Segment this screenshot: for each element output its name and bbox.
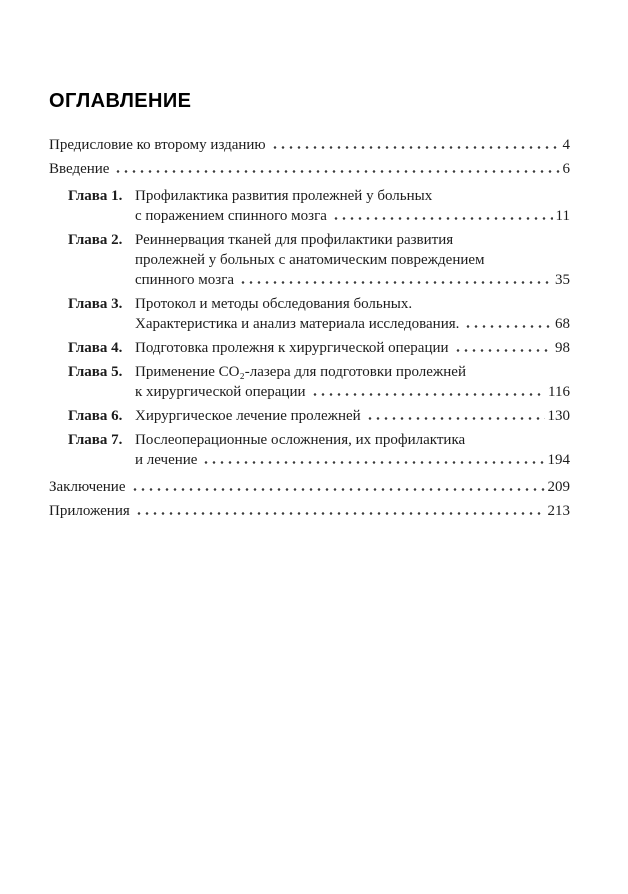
page-number: 213 xyxy=(547,503,570,519)
dot-leader xyxy=(131,488,545,491)
toc-line xyxy=(49,450,570,470)
toc-entry xyxy=(49,230,570,290)
entry-text: Реиннервация тканей для профилактики развития xyxy=(135,232,454,248)
dot-leader xyxy=(202,461,544,464)
dot-leader xyxy=(239,281,552,284)
page-number: 98 xyxy=(555,340,570,356)
entry-text: Заключение xyxy=(49,479,126,495)
entry-text: Приложения xyxy=(49,503,130,519)
page-number: 194 xyxy=(547,452,570,468)
entry-text: Предисловие ко второму изданию xyxy=(49,137,266,153)
chapter-label: Глава 1. xyxy=(68,188,123,204)
page-title: ОГЛАВЛЕНИЕ xyxy=(49,90,192,112)
page-number: 35 xyxy=(555,272,570,288)
page-number: 209 xyxy=(547,479,570,495)
page-number: 130 xyxy=(547,408,570,424)
entry-text: Послеоперационные осложнения, их профилактика xyxy=(135,432,466,448)
toc-line xyxy=(49,477,570,497)
chapter-label: Глава 2. xyxy=(68,232,123,248)
toc-line xyxy=(49,382,570,402)
entry-text: спинного мозга xyxy=(135,272,235,288)
dot-leader xyxy=(366,417,545,420)
toc-line xyxy=(49,338,570,358)
dot-leader xyxy=(114,170,559,173)
entry-text: Применение СО₂-лазера для подготовки пролежней xyxy=(135,364,466,380)
toc-line xyxy=(49,206,570,226)
chapter-label: Глава 6. xyxy=(68,408,123,424)
page-number: 6 xyxy=(562,161,570,177)
dot-leader xyxy=(454,349,552,352)
toc-line xyxy=(49,250,570,270)
entry-text: пролежней у больных с анатомическим повреждением xyxy=(135,252,485,268)
chapter-label: Глава 3. xyxy=(68,296,123,312)
entry-text: Подготовка пролежня к хирургической операции xyxy=(135,340,449,356)
toc-entry xyxy=(49,406,570,426)
toc-line xyxy=(49,406,570,426)
page-number: 116 xyxy=(548,384,570,400)
toc-line xyxy=(49,159,570,179)
toc-line xyxy=(49,135,570,155)
page-number: 11 xyxy=(555,208,570,224)
page-number: 68 xyxy=(555,316,570,332)
entry-text: Профилактика развития пролежней у больных xyxy=(135,188,433,204)
toc-entry xyxy=(49,430,570,470)
toc-line xyxy=(49,362,570,382)
toc-entry xyxy=(49,135,570,155)
toc-entry xyxy=(49,186,570,226)
toc-line xyxy=(49,270,570,290)
toc-entry xyxy=(49,159,570,179)
dot-leader xyxy=(464,325,552,328)
toc-line xyxy=(49,294,570,314)
page-number: 4 xyxy=(562,137,570,153)
toc-line xyxy=(49,186,570,206)
chapter-label: Глава 5. xyxy=(68,364,123,380)
entry-text: Хирургическое лечение пролежней xyxy=(135,408,361,424)
toc-line xyxy=(49,501,570,521)
chapter-label: Глава 7. xyxy=(68,432,123,448)
dot-leader xyxy=(332,217,553,220)
toc-entry xyxy=(49,477,570,497)
dot-leader xyxy=(271,146,560,149)
toc-entry xyxy=(49,501,570,521)
toc-line xyxy=(49,230,570,250)
toc-line xyxy=(49,430,570,450)
chapter-label: Глава 4. xyxy=(68,340,123,356)
toc-entry xyxy=(49,362,570,402)
entry-text: Характеристика и анализ материала исследования. xyxy=(135,316,460,332)
entry-text: с поражением спинного мозга xyxy=(135,208,327,224)
entry-text: и лечение xyxy=(135,452,198,468)
table-of-contents xyxy=(49,135,570,521)
entry-text: Введение xyxy=(49,161,110,177)
dot-leader xyxy=(311,393,546,396)
dot-leader xyxy=(135,512,545,515)
entry-text: к хирургической операции xyxy=(135,384,306,400)
toc-entry xyxy=(49,338,570,358)
entry-text: Протокол и методы обследования больных. xyxy=(135,296,413,312)
toc-entry xyxy=(49,294,570,334)
toc-line xyxy=(49,314,570,334)
